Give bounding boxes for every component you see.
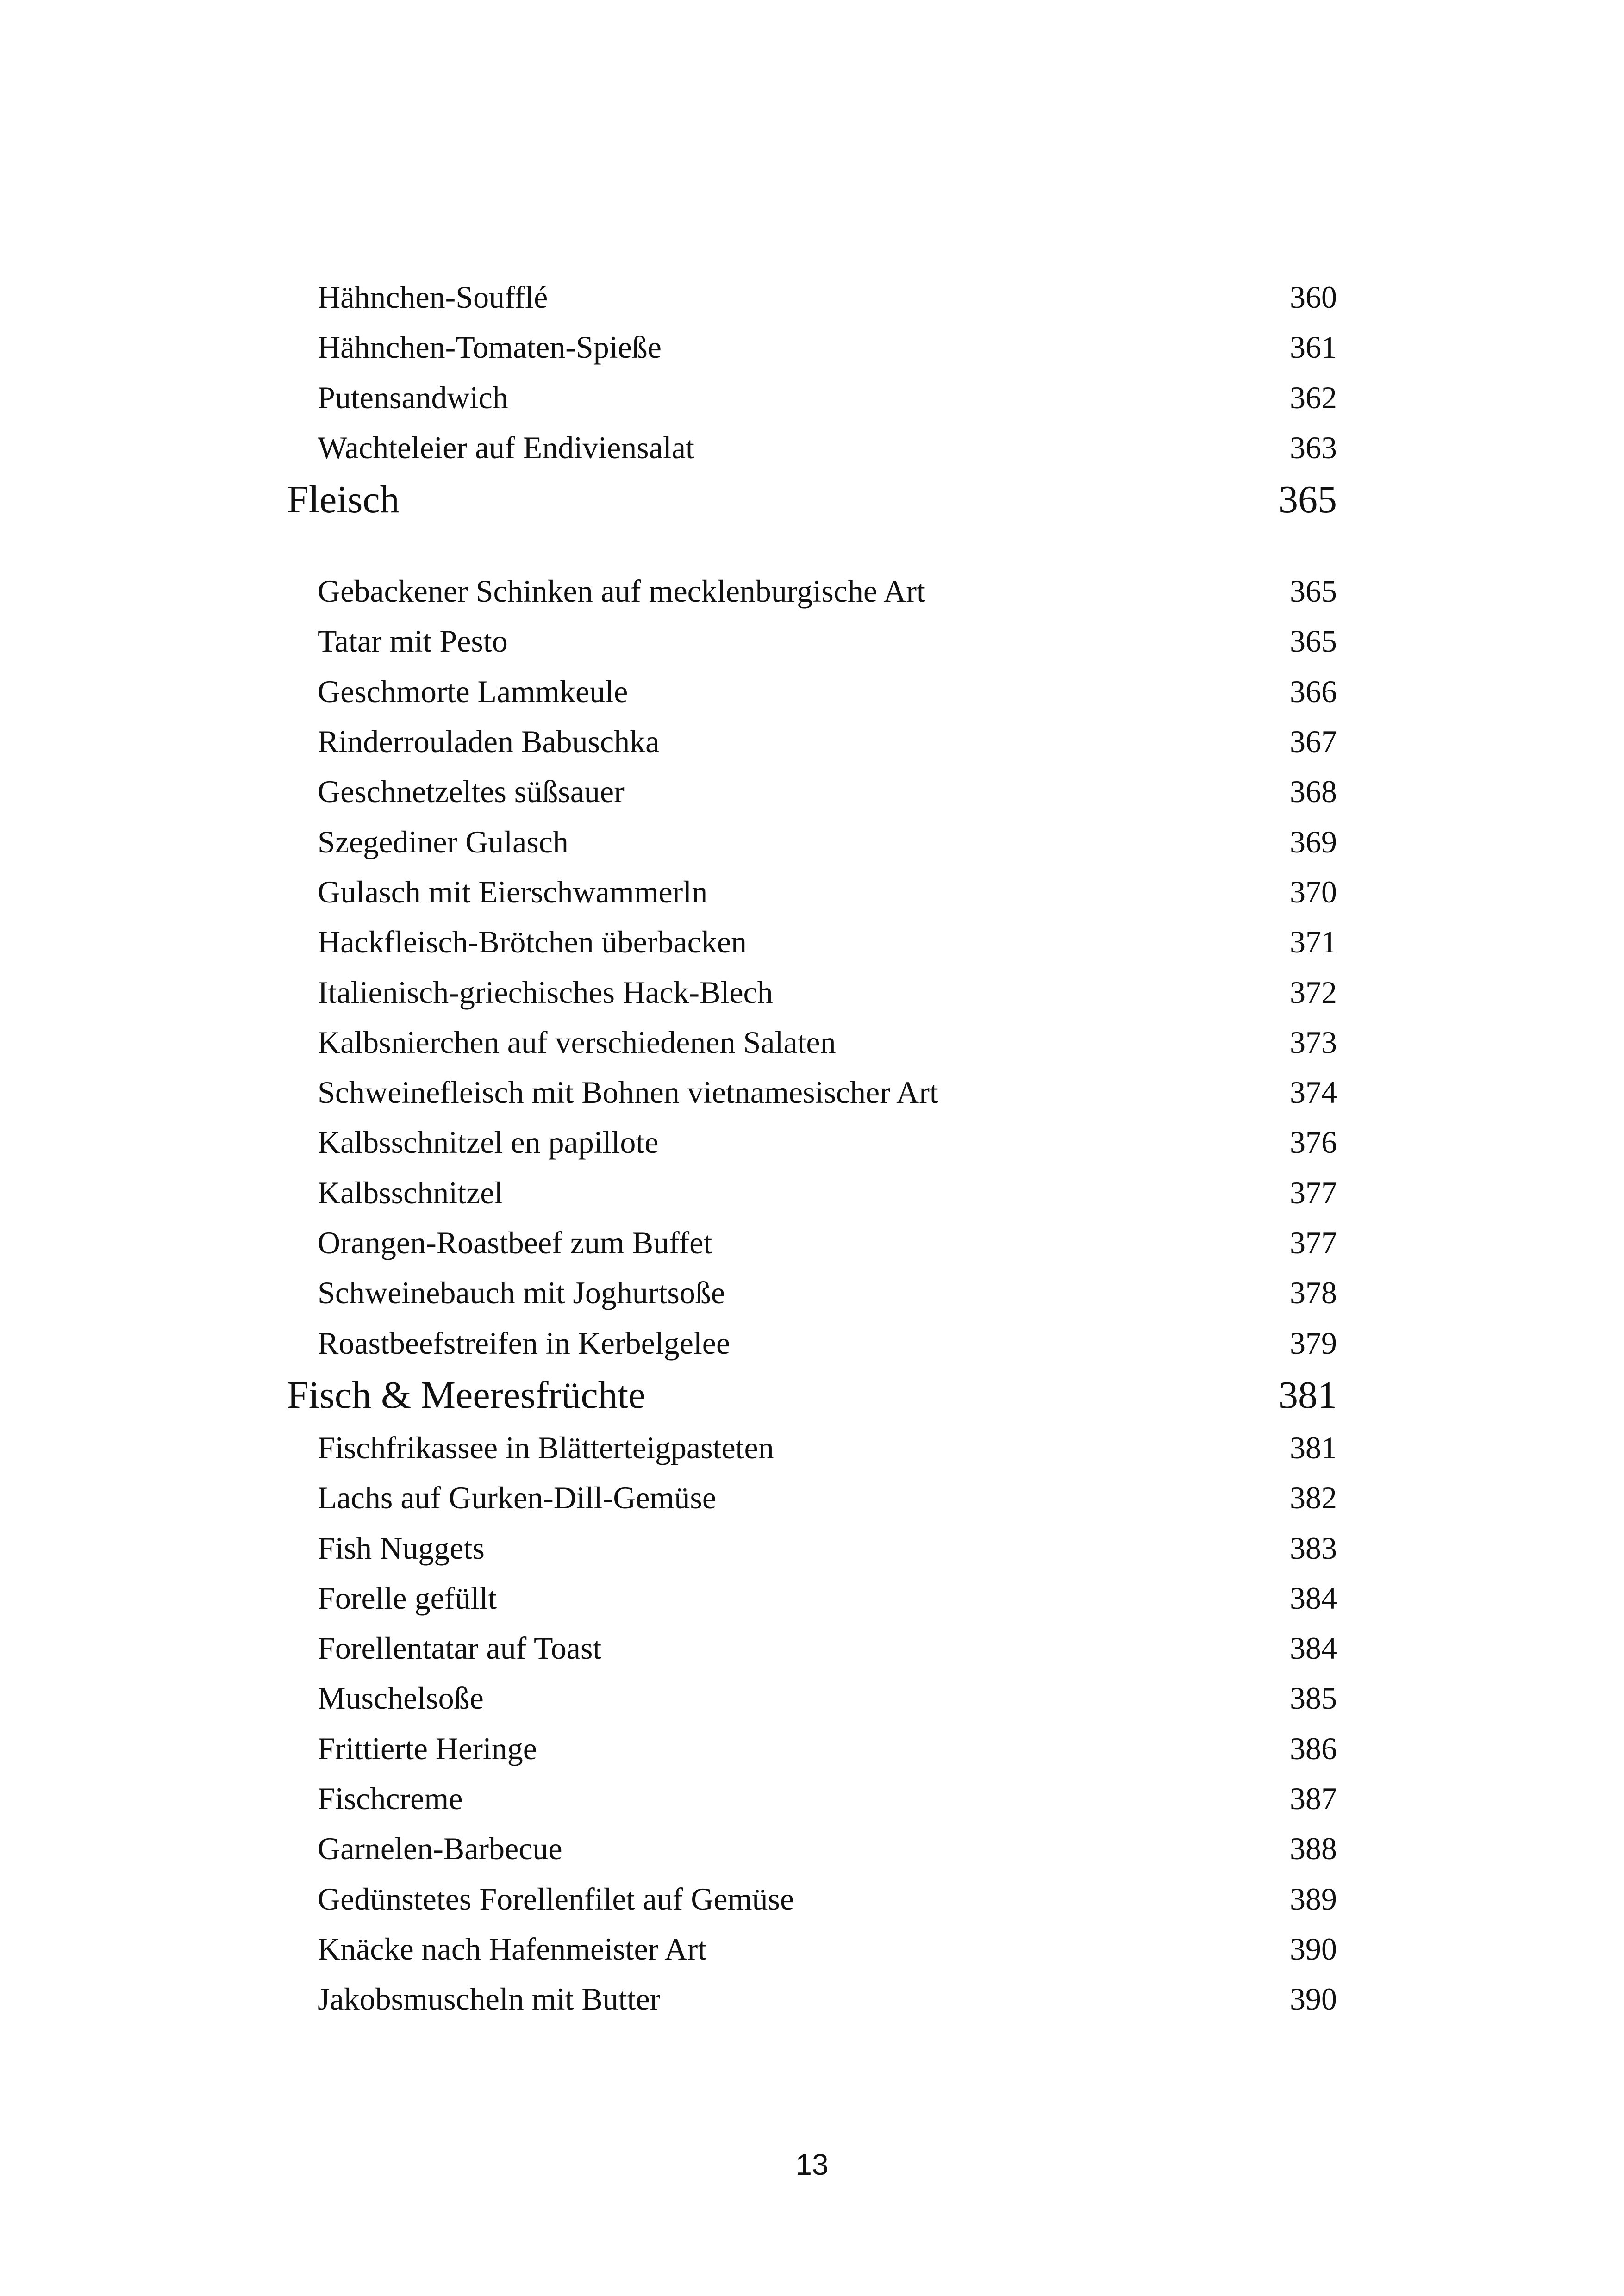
toc-entry-page: 363 — [1290, 429, 1337, 465]
toc-entry-title: Tatar mit Pesto — [318, 623, 508, 659]
toc-entry — [287, 1523, 1337, 1573]
toc-entry-page: 360 — [1290, 280, 1337, 315]
toc-entry — [287, 817, 1337, 867]
toc-entry — [287, 1268, 1337, 1318]
toc-entry-page: 386 — [1290, 1730, 1337, 1766]
toc-entry-page: 362 — [1290, 380, 1337, 415]
toc-entry-page: 381 — [1290, 1430, 1337, 1465]
toc-entry-title: Fischcreme — [318, 1781, 463, 1817]
toc-group-poultry — [287, 272, 1337, 473]
toc-entry-title: Kalbsnierchen auf verschiedenen Salaten — [318, 1024, 836, 1060]
toc-entry-title: Frittierte Heringe — [318, 1730, 537, 1766]
toc-entry-title: Geschnetzeltes süßsauer — [318, 774, 625, 809]
toc-entry-title: Gulasch mit Eierschwammerln — [318, 874, 708, 909]
toc-entry — [287, 272, 1337, 322]
toc-entry-title: Geschmorte Lammkeule — [318, 673, 628, 709]
toc-entry-page: 366 — [1290, 673, 1337, 709]
toc-entry — [287, 666, 1337, 716]
toc-section-title: Fleisch — [287, 478, 400, 522]
toc-entry-page: 367 — [1290, 724, 1337, 759]
toc-entry-page: 383 — [1290, 1530, 1337, 1566]
toc-entry-page: 388 — [1290, 1831, 1337, 1867]
toc-entry-title: Schweinefleisch mit Bohnen vietnamesischer Art — [318, 1075, 938, 1110]
toc-entry-page: 377 — [1290, 1225, 1337, 1261]
toc-entry-title: Hähnchen-Tomaten-Spieße — [318, 330, 662, 365]
toc-entry — [287, 766, 1337, 816]
toc-entry-page: 387 — [1290, 1781, 1337, 1817]
toc-entry — [287, 423, 1337, 473]
toc-entry-page: 371 — [1290, 924, 1337, 960]
toc-section-heading-fisch — [287, 1368, 1337, 1423]
toc-entry — [287, 322, 1337, 372]
toc-entry — [287, 1924, 1337, 1974]
toc-entry — [287, 1318, 1337, 1368]
toc-entry-page: 376 — [1290, 1125, 1337, 1160]
toc-entry-title: Knäcke nach Hafenmeister Art — [318, 1931, 707, 1966]
toc-section-page: 365 — [1279, 478, 1337, 522]
toc-entry-title: Jakobsmuscheln mit Butter — [318, 1981, 661, 2017]
toc-entry-page: 378 — [1290, 1275, 1337, 1311]
toc-entry — [287, 967, 1337, 1017]
table-of-contents — [287, 272, 1337, 2024]
toc-entry-title: Hähnchen-Soufflé — [318, 280, 548, 315]
toc-entry — [287, 1423, 1337, 1473]
toc-entry-title: Forelle gefüllt — [318, 1580, 497, 1616]
toc-entry-title: Rinderrouladen Babuschka — [318, 724, 660, 759]
toc-entry — [287, 1218, 1337, 1268]
toc-entry — [287, 1724, 1337, 1773]
toc-entry-title: Garnelen-Barbecue — [318, 1831, 562, 1867]
toc-entry-page: 390 — [1290, 1931, 1337, 1966]
toc-entry — [287, 1168, 1337, 1218]
toc-entry-title: Roastbeefstreifen in Kerbelgelee — [318, 1325, 731, 1361]
toc-entry — [287, 1473, 1337, 1523]
toc-entry-page: 389 — [1290, 1881, 1337, 1916]
toc-entry-title: Orangen-Roastbeef zum Buffet — [318, 1225, 712, 1261]
toc-entry-page: 385 — [1290, 1680, 1337, 1716]
toc-entry-title: Forellentatar auf Toast — [318, 1630, 602, 1666]
toc-entry — [287, 1773, 1337, 1823]
toc-entry-page: 390 — [1290, 1981, 1337, 2017]
toc-entry-title: Fish Nuggets — [318, 1530, 485, 1566]
toc-entry-title: Wachteleier auf Endiviensalat — [318, 429, 694, 465]
toc-entry-title: Schweinebauch mit Joghurtsoße — [318, 1275, 725, 1311]
toc-entry — [287, 566, 1337, 616]
toc-entry-page: 361 — [1290, 330, 1337, 365]
toc-entry — [287, 373, 1337, 423]
toc-entry — [287, 1623, 1337, 1673]
toc-entry-title: Hackfleisch-Brötchen überbacken — [318, 924, 747, 960]
toc-entry-title: Fischfrikassee in Blätterteigpasteten — [318, 1430, 774, 1465]
toc-entry — [287, 1823, 1337, 1873]
toc-entry — [287, 1974, 1337, 2024]
toc-entry-page: 365 — [1290, 623, 1337, 659]
toc-section-title: Fisch & Meeresfrüchte — [287, 1373, 646, 1417]
toc-entry-page: 365 — [1290, 573, 1337, 609]
toc-entry-page: 369 — [1290, 824, 1337, 859]
toc-entry-page: 373 — [1290, 1024, 1337, 1060]
toc-entry — [287, 1673, 1337, 1723]
toc-entry-title: Muschelsoße — [318, 1680, 484, 1716]
toc-entry-page: 382 — [1290, 1480, 1337, 1516]
toc-entry-page: 379 — [1290, 1325, 1337, 1361]
toc-entry — [287, 616, 1337, 666]
toc-entry — [287, 1573, 1337, 1623]
toc-entry-title: Szegediner Gulasch — [318, 824, 568, 859]
toc-entry — [287, 716, 1337, 766]
toc-entry-title: Lachs auf Gurken-Dill-Gemüse — [318, 1480, 717, 1516]
toc-section-page: 381 — [1279, 1373, 1337, 1417]
toc-entry-title: Putensandwich — [318, 380, 508, 415]
toc-entry — [287, 867, 1337, 917]
toc-entry — [287, 1067, 1337, 1117]
toc-entry — [287, 1017, 1337, 1067]
toc-entry-title: Kalbsschnitzel — [318, 1175, 503, 1210]
toc-entry-page: 384 — [1290, 1630, 1337, 1666]
toc-entry-page: 368 — [1290, 774, 1337, 809]
toc-entry-title: Italienisch-griechisches Hack-Blech — [318, 974, 773, 1010]
toc-entry — [287, 1117, 1337, 1167]
toc-entry-page: 372 — [1290, 974, 1337, 1010]
toc-entry-page: 377 — [1290, 1175, 1337, 1210]
toc-group-fish — [287, 1423, 1337, 2024]
toc-group-meat — [287, 566, 1337, 1368]
toc-entry-page: 384 — [1290, 1580, 1337, 1616]
toc-entry-title: Gebackener Schinken auf mecklenburgische Art — [318, 573, 925, 609]
toc-entry-page: 370 — [1290, 874, 1337, 909]
toc-entry — [287, 1874, 1337, 1924]
toc-entry-title: Kalbsschnitzel en papillote — [318, 1125, 659, 1160]
toc-entry-title: Gedünstetes Forellenfilet auf Gemüse — [318, 1881, 794, 1916]
toc-entry — [287, 917, 1337, 967]
page-number: 13 — [795, 2148, 829, 2181]
toc-entry-page: 374 — [1290, 1075, 1337, 1110]
toc-section-heading-fleisch — [287, 473, 1337, 527]
